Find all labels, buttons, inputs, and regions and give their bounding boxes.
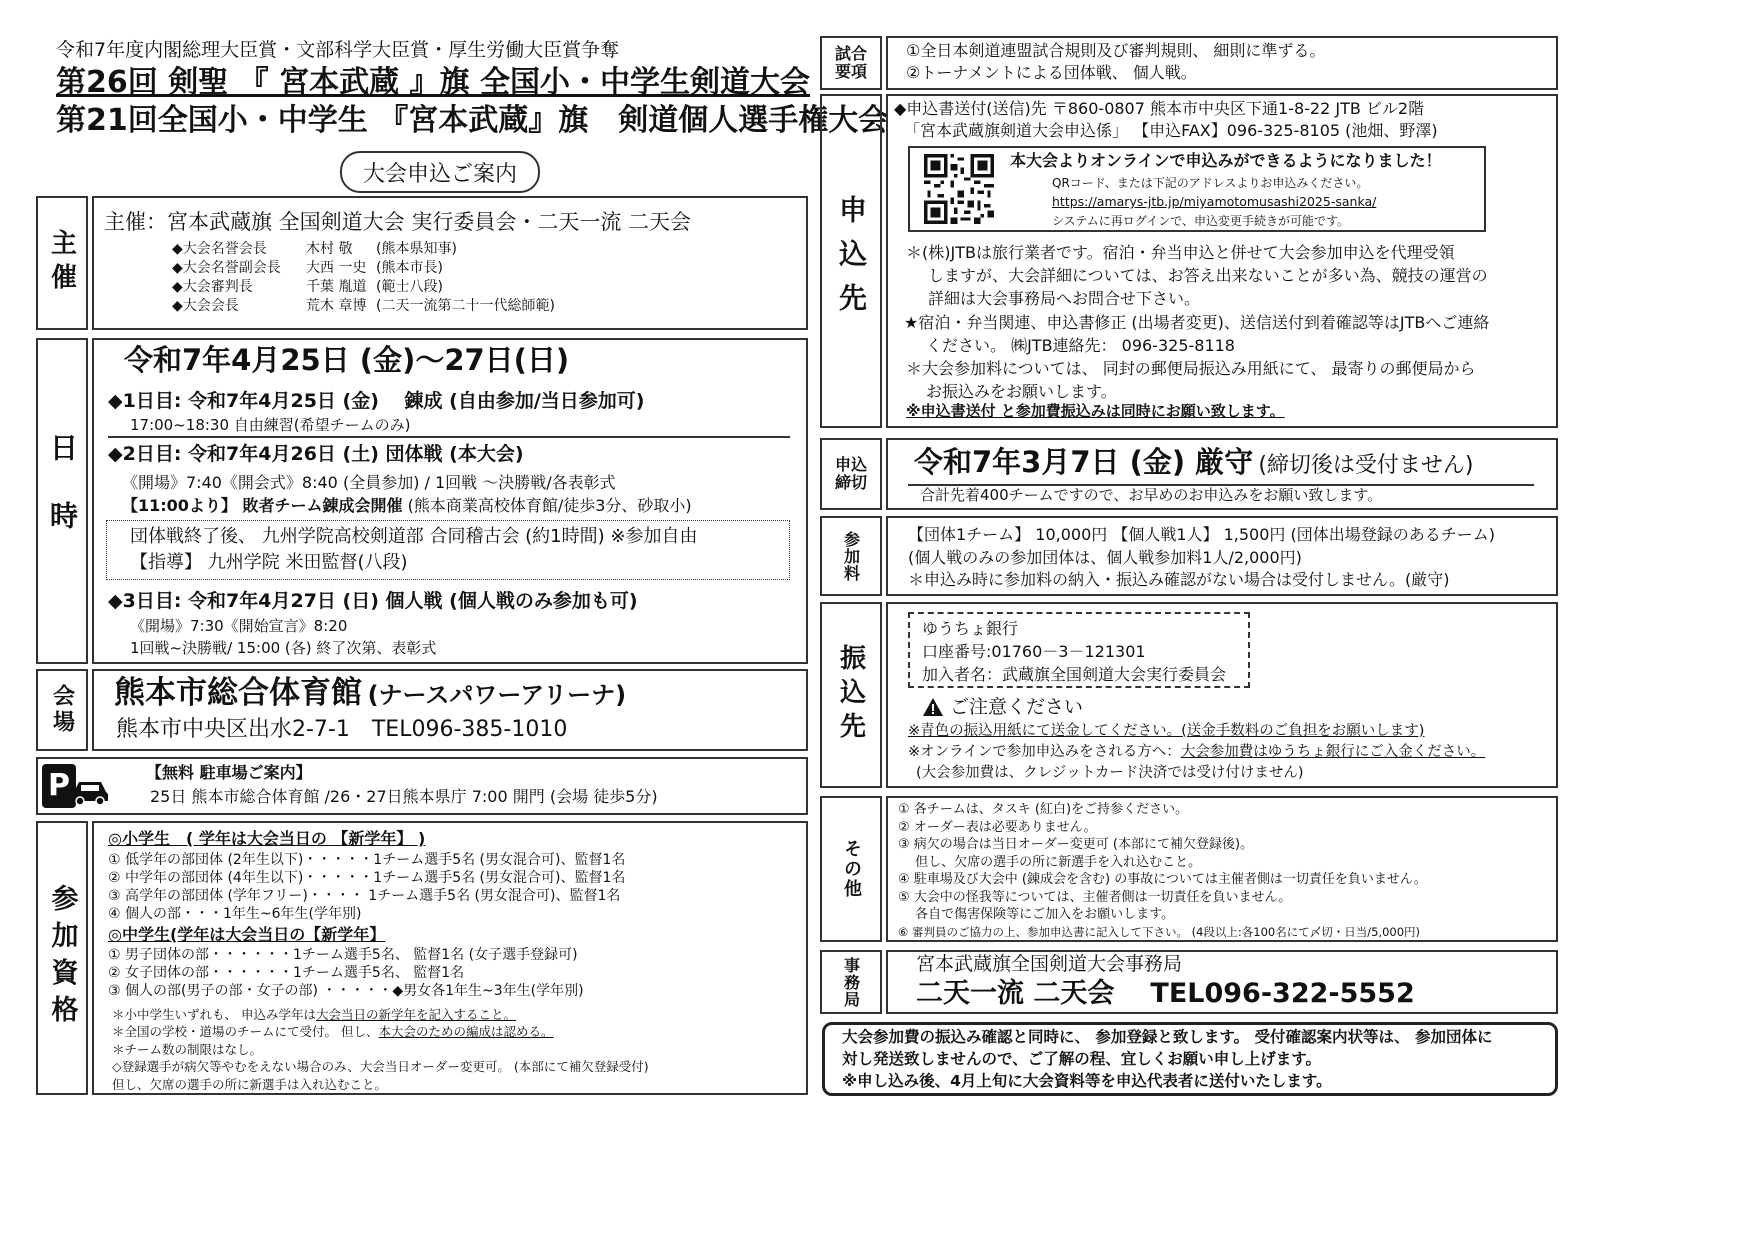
office-tel: TEL096-322-5552	[1150, 978, 1415, 1009]
day2-title: ◆2日目: 令和7年4月26日 (土) 団体戦 (本大会)	[108, 443, 524, 465]
office-label-text: 事務局	[841, 956, 861, 1008]
note-row	[112, 1006, 649, 1023]
venue-name	[114, 676, 626, 712]
online-url-link[interactable]: https://amarys-jtb.jp/miyamotomusashi2025-sanka/	[1052, 194, 1377, 209]
rules-label-text: 試合要項	[834, 44, 867, 81]
host-main: 主催：宮本武蔵旗 全国剣道大会 実行委員会・二天一流 二天会	[104, 210, 692, 234]
footer-line: 大会参加費の振込み確認と同時に、 参加登録と致します。 受付確認案内状等は、 参加団体に	[842, 1028, 1493, 1046]
host-label	[36, 196, 88, 330]
parking-detail: 25日 熊本市総合体育館 /26・27日熊本県庁 7:00 開門 (会場 徒歩5分)	[150, 787, 658, 806]
venue-label-text: 会場	[49, 684, 75, 736]
fee-label-text: 参加料	[841, 530, 861, 582]
transfer-note1: ※青色の振込用紙にて送金してください。(送金手数料のご負担をお願いします)	[908, 723, 1425, 739]
footer-lines	[842, 1026, 1492, 1092]
fee-line: ＊申込み時に参加料の納入・振込み確認がない場合は受付しません。(厳守)	[908, 570, 1450, 589]
office-contact	[916, 978, 1415, 1009]
bank-name: ゆうちょ銀行	[922, 619, 1019, 638]
header-line1: 令和7年度内閣総理大臣賞・文部科学大臣賞・厚生労働大臣賞争奪	[56, 39, 620, 61]
list-item: ③ 個人の部(男子の部・女子の部) ・・・・・◆男女各1年生~3年生(学年別)	[108, 983, 584, 999]
officer-note: (熊本市長)	[376, 260, 443, 276]
note-text: ※オンラインで参加申込みをされる方へ：	[908, 744, 1181, 760]
host-officers	[172, 240, 555, 316]
note-row: 但し、欠席の選手の所に新選手は入れ込むこと。	[112, 1076, 388, 1092]
apply-notes	[906, 241, 1489, 403]
qr-code-icon	[924, 154, 994, 224]
eligibility-label-text: 参加資格	[46, 884, 78, 1032]
deadline-label-text: 申込締切	[834, 455, 867, 492]
day1-detail: 17:00~18:30 自由練習(希望チームのみ)	[130, 416, 411, 434]
day1-rule	[108, 436, 790, 438]
practice-line1: 団体戦終了後、 九州学院高校剣道部 合同稽古会 (約1時間) ※参加自由	[130, 526, 698, 547]
warning-icon	[922, 697, 944, 717]
day2-detail1: 《開場》7:40《開会式》8:40 (全員参加) / 1回戦 ～決勝戦/各表彰式	[122, 473, 616, 492]
eligibility-label	[36, 821, 88, 1095]
list-item: ① 低学年の部団体 (2年生以下)・・・・・1チーム選手5名 (男女混合可)、監督1名	[108, 852, 626, 868]
mid-title: ◎中学生(学年は大会当日の【新学年】	[108, 925, 386, 944]
bank-account: 口座番号:01760－3－121301	[922, 642, 1146, 661]
note-text: ＊全国の学校・道場のチームにて受付。 但し、	[112, 1024, 379, 1040]
day3-detail2: 1回戦~決勝戦/ 15:00 (各) 終了次第、表彰式	[130, 639, 437, 657]
apply-contact: 「宮本武蔵旗剣道大会申込係」 【申込FAX】096-325-8105 (池畑、野澤)	[904, 121, 1438, 140]
officer-name: 大西 一史	[306, 260, 367, 276]
list-item: ⑤ 大会中の怪我等については、主催者側は一切責任を負いません。	[898, 889, 1292, 905]
list-item: ② オーダー表は必要ありません。	[898, 819, 1097, 835]
note-row: ★宿泊・弁当関連、申込書修正 (出場者変更)、送信送付到着確認等はJTBへご連絡	[904, 312, 1490, 332]
bank-holder: 加入者名：武蔵旗全国剣道大会実行委員会	[922, 665, 1227, 684]
list-item: 但し、欠席の選手の所に新選手を入れ込むこと。	[898, 854, 1202, 870]
officer-row	[172, 278, 555, 297]
list-item: 各自で傷害保険等にご加入をお願いします。	[898, 907, 1175, 922]
note-row	[112, 1023, 649, 1040]
office-label	[820, 950, 882, 1014]
officer-note: (範士八段)	[376, 279, 443, 295]
transfer-label	[820, 602, 882, 788]
transfer-label-text: 振込先	[835, 644, 866, 746]
schedule-label	[36, 338, 88, 664]
note-row: ＊大会参加料については、 同封の郵便局振込み用紙にて、 最寄りの郵便局から	[906, 359, 1476, 379]
rules-label	[820, 36, 882, 90]
apply-address: ◆申込書送付(送信)先 〒860-0807 熊本市中央区下通1-8-22 JTB ビル2階	[894, 99, 1425, 118]
note-row: ＊チーム数の制限はなし。	[112, 1041, 263, 1057]
note-row: しますが、大会詳細については、お答え出来ないことが多い為、競技の運営の	[928, 266, 1488, 286]
venue-alias: (ナースパワーアリーナ)	[367, 681, 627, 709]
note-emphasis: 本大会のための編成は認める。	[378, 1024, 554, 1040]
venue-address: 熊本市中央区出水2-7-1 TEL096-385-1010	[116, 717, 568, 742]
deadline-main	[914, 446, 1474, 479]
online-note: QRコード、または下記のアドレスよりお申込みください。	[1052, 176, 1369, 190]
officer-role: ◆大会名誉会長	[172, 241, 267, 257]
deadline-note: (締切後は受付ません)	[1258, 453, 1474, 478]
officer-name: 荒木 章博	[306, 298, 367, 314]
fee-line: 【団体1チーム】 10,000円 【個人戦1人】 1,500円 (団体出場登録のあるチーム)	[908, 525, 1495, 544]
officer-row	[172, 240, 555, 259]
other-label	[820, 796, 882, 942]
fee-label	[820, 516, 882, 596]
transfer-note3: (大会参加費は、クレジットカード決済では受け付けません)	[916, 765, 1304, 781]
officer-name: 千葉 胤道	[306, 279, 367, 295]
officer-role: ◆大会名誉副会長	[172, 260, 281, 276]
elem-title: ◎小学生 ( 学年は大会当日の 【新学年】 )	[108, 829, 426, 848]
list-item: ④ 個人の部・・・1年生~6年生(学年別)	[108, 906, 362, 922]
list-item: ③ 高学年の部団体 (学年フリー)・・・・ 1チーム選手5名 (男女混合可)、監督1名	[108, 888, 621, 904]
online-title: 本大会よりオンラインで申込みができるようになりました！	[1010, 151, 1442, 170]
parking-icon	[42, 764, 110, 808]
rules-line1: ①全日本剣道連盟試合規則及び審判規則、 細則に準ずる。	[906, 41, 1326, 60]
online-relogin: システムに再ログインで、申込変更手続きが可能です。	[1052, 214, 1350, 228]
note-row: ◇登録選手が病欠等やむをえない場合のみ、大会当日オーダー変更可。 (本部にて補欠登録受付)	[112, 1059, 649, 1075]
officer-note: (二天一流第二十一代総師範)	[376, 298, 555, 314]
elem-list	[108, 851, 625, 923]
apply-label	[820, 94, 882, 428]
schedule-label-text: 日時	[46, 433, 79, 569]
officer-note: (熊本県知事)	[376, 241, 457, 257]
deadline-label	[820, 438, 882, 510]
list-item: ② 女子団体の部・・・・・・1チーム選手5名、 監督1名	[108, 965, 465, 981]
note-emphasis: 大会当日の新学年を記入すること。	[315, 1007, 516, 1022]
officer-row	[172, 297, 555, 316]
office-name: 宮本武蔵旗全国剣道大会事務局	[916, 953, 1183, 975]
deadline-sub: 合計先着400チームですので、お早めのお申込みをお願い致します。	[920, 486, 1383, 504]
footer-line: ※申し込み後、4月上旬に大会資料等を申込代表者に送付いたします。	[842, 1072, 1332, 1090]
list-item: ⑥ 審判員のご協力の上、参加申込書に記入して下さい。 (4段以上:各100名にて〆切・日当/5,000円)	[898, 924, 1421, 939]
header-title-2: 第21回全国小・中学生 『宮本武蔵』旗 剣道個人選手権大会	[56, 103, 889, 138]
parking-p-icon: P	[42, 764, 76, 808]
day3-detail1: 《開場》7:30《開始宣言》8:20	[130, 617, 348, 635]
apply-label-text: 申込先	[835, 195, 868, 327]
list-item: ① 各チームは、タスキ (紅白)をご持参ください。	[898, 802, 1189, 817]
header-title-1: 第26回 剣聖 『 宮本武蔵 』旗 全国小・中学生剣道大会	[56, 65, 810, 100]
list-item: ③ 病欠の場合は当日オーダー変更可 (本部にて補欠登録後)。	[898, 837, 1254, 852]
office-org: 二天一流 二天会	[916, 978, 1115, 1009]
deadline-date: 令和7年3月7日 (金) 厳守	[914, 445, 1254, 479]
officer-name: 木村 敬	[306, 241, 353, 257]
list-item: ② 中学年の部団体 (4年生以下)・・・・・1チーム選手5名 (男女混合可)、監督1名	[108, 870, 626, 886]
day3-title: ◆3日目: 令和7年4月27日 (日) 個人戦 (個人戦のみ参加も可)	[108, 590, 638, 612]
transfer-note2	[908, 744, 1485, 761]
other-list	[898, 801, 1427, 941]
officer-role: ◆大会会長	[172, 298, 239, 314]
parking-title: 【無料 駐車場ご案内】	[146, 763, 312, 782]
guide-badge: 大会申込ご案内	[340, 151, 540, 193]
footer-line: 対し発送致しませんので、ご了解の程、宜しくお願い申し上げます。	[842, 1050, 1321, 1068]
schedule-headline: 令和7年4月25日 (金)～27日(日)	[124, 343, 570, 377]
host-label-text: 主催	[46, 229, 77, 297]
day1-title: ◆1日目: 令和7年4月25日 (金) 錬成 (自由参加/当日参加可)	[108, 390, 645, 412]
loser-practice: 【11:00より】 敗者チーム錬成会開催	[122, 496, 403, 515]
note-row: お振込みをお願いします。	[926, 382, 1117, 402]
venue-name-main: 熊本市総合体育館	[114, 675, 362, 711]
day2-detail2	[122, 497, 692, 515]
note-row: 詳細は大会事務局へお問合せ下さい。	[928, 289, 1201, 309]
caution-text: ご注意ください	[950, 696, 1084, 718]
practice-line2: 【指導】 九州学院 米田監督(八段)	[130, 552, 408, 573]
list-item: ① 男子団体の部・・・・・・1チーム選手5名、 監督1名 (女子選手登録可)	[108, 947, 578, 963]
fee-lines	[908, 524, 1495, 592]
officer-role: ◆大会審判長	[172, 279, 253, 295]
mid-list	[108, 946, 584, 1000]
venue-label	[36, 669, 88, 751]
officer-row	[172, 259, 555, 278]
note-emphasis: 大会参加費はゆうちょ銀行にご入金ください。	[1180, 744, 1486, 760]
note-row: ください。 ㈱JTB連絡先： 096-325-8118	[926, 335, 1235, 355]
other-label-text: その他	[841, 839, 862, 899]
fee-line: (個人戦のみの参加団体は、個人戦参加料1人/2,000円)	[908, 547, 1302, 567]
list-item: ④ 駐車場及び大会中 (錬成会を含む) の事故については主催者側は一切責任を負いません。	[898, 872, 1427, 887]
apply-simultaneous-note: ※申込書送付 と参加費振込みは同時にお願い致します。	[906, 402, 1285, 420]
rules-line2: ②トーナメントによる団体戦、 個人戦。	[906, 63, 1197, 82]
car-icon	[70, 776, 110, 806]
loser-practice-place: (熊本商業高校体育館/徒歩3分、砂取小)	[402, 496, 692, 515]
bank-info	[922, 617, 1226, 686]
note-row: ＊(株)JTBは旅行業者です。宿泊・弁当申込と併せて大会参加申込を代理受領	[906, 243, 1455, 262]
note-text: ＊小中学生いずれも、 申込み学年は	[112, 1007, 316, 1022]
eligibility-notes	[112, 1006, 649, 1093]
